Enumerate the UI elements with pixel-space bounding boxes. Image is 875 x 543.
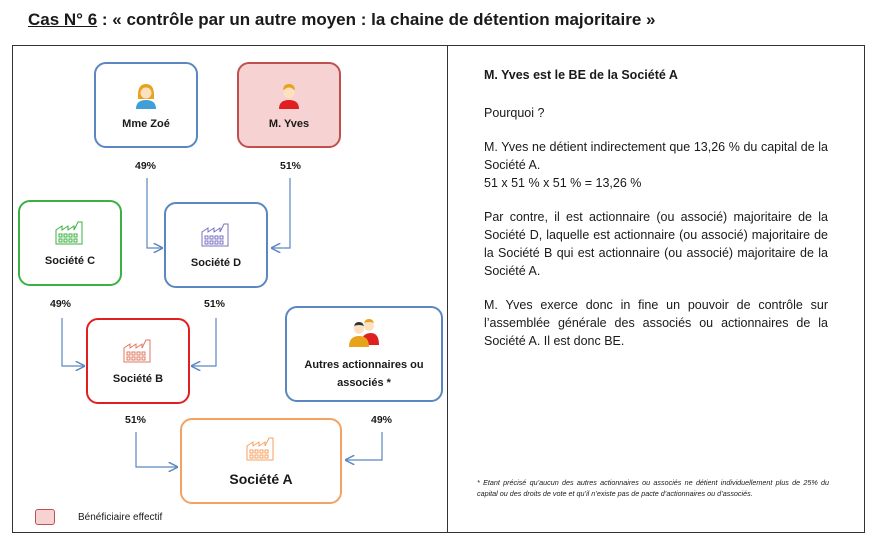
node-mme-zoe <box>94 62 198 148</box>
mme-zoe-label: Mme Zoé <box>122 117 170 130</box>
explanation-question: Pourquoi ? <box>484 106 545 120</box>
explanation-heading: M. Yves est le BE de la Société A <box>484 68 678 82</box>
factory-icon <box>245 436 277 465</box>
explanation-p3: M. Yves exerce donc in fine un pouvoir de contrôle sur l’assemblée générale des associés ou actionnaires de la Société A. Il est donc BE. <box>484 298 828 348</box>
societe-a-label: Société A <box>229 470 293 487</box>
node-societe-d <box>164 202 268 288</box>
m-yves-label: M. Yves <box>268 117 310 130</box>
factory-icon <box>200 222 232 251</box>
case-title: : « contrôle par un autre moyen : la chaine de détention majoritaire » <box>97 10 656 29</box>
explanation-panel <box>484 66 828 366</box>
legend-swatch <box>35 509 55 525</box>
node-societe-c <box>18 200 122 286</box>
explanation-p1-text: M. Yves ne détient indirectement que 13,26 % du capital de la Société A. <box>484 140 828 172</box>
node-societe-b <box>86 318 190 404</box>
explanation-p2: Par contre, il est actionnaire (ou associé) majoritaire de la Société D, laquelle est actionnaire (ou associé) majoritaire de la Société B qui est actionnaire (ou associé) majoritaire de la Société A. <box>484 210 828 278</box>
person-icon <box>275 81 303 112</box>
pct-b-to-a: 51% <box>125 414 147 426</box>
footnote: * Etant précisé qu’aucun des autres actionnaires ou associés ne détient individuellement plus de 25% du capital ou des droits de vote et qu’il n’existe pas de pacte d’actionnaires ou d’associés. <box>477 478 829 498</box>
node-societe-a <box>180 418 342 504</box>
node-m-yves <box>237 62 341 148</box>
pct-autres-to-a: 49% <box>371 414 393 426</box>
societe-b-label: Société B <box>112 372 164 385</box>
arrow-autres-to-a <box>346 432 382 460</box>
pct-yves-to-d: 51% <box>280 160 302 172</box>
factory-icon <box>122 338 154 367</box>
arrow-d-to-b <box>192 318 216 366</box>
arrow-yves-to-d <box>272 178 290 248</box>
arrow-c-to-b <box>62 318 84 366</box>
arrow-zoe-to-d <box>147 178 162 248</box>
pct-c-to-b: 49% <box>50 298 72 310</box>
legend-label: Bénéficiaire effectif <box>78 512 163 523</box>
autres-label: Autres actionnaires ou associés * <box>304 358 424 389</box>
pct-zoe-to-d: 49% <box>135 160 157 172</box>
group-icon <box>347 317 381 350</box>
factory-icon <box>54 220 86 249</box>
explanation-p1-formula: 51 x 51 % x 51 % = 13,26 % <box>484 176 642 190</box>
arrow-b-to-a <box>136 432 177 467</box>
societe-c-label: Société C <box>44 254 96 267</box>
pct-d-to-b: 51% <box>204 298 226 310</box>
node-autres-actionnaires <box>285 306 443 402</box>
case-number: Cas N° 6 <box>28 10 98 29</box>
societe-d-label: Société D <box>190 256 242 269</box>
explanation-p1 <box>484 138 828 192</box>
person-icon <box>132 81 160 112</box>
